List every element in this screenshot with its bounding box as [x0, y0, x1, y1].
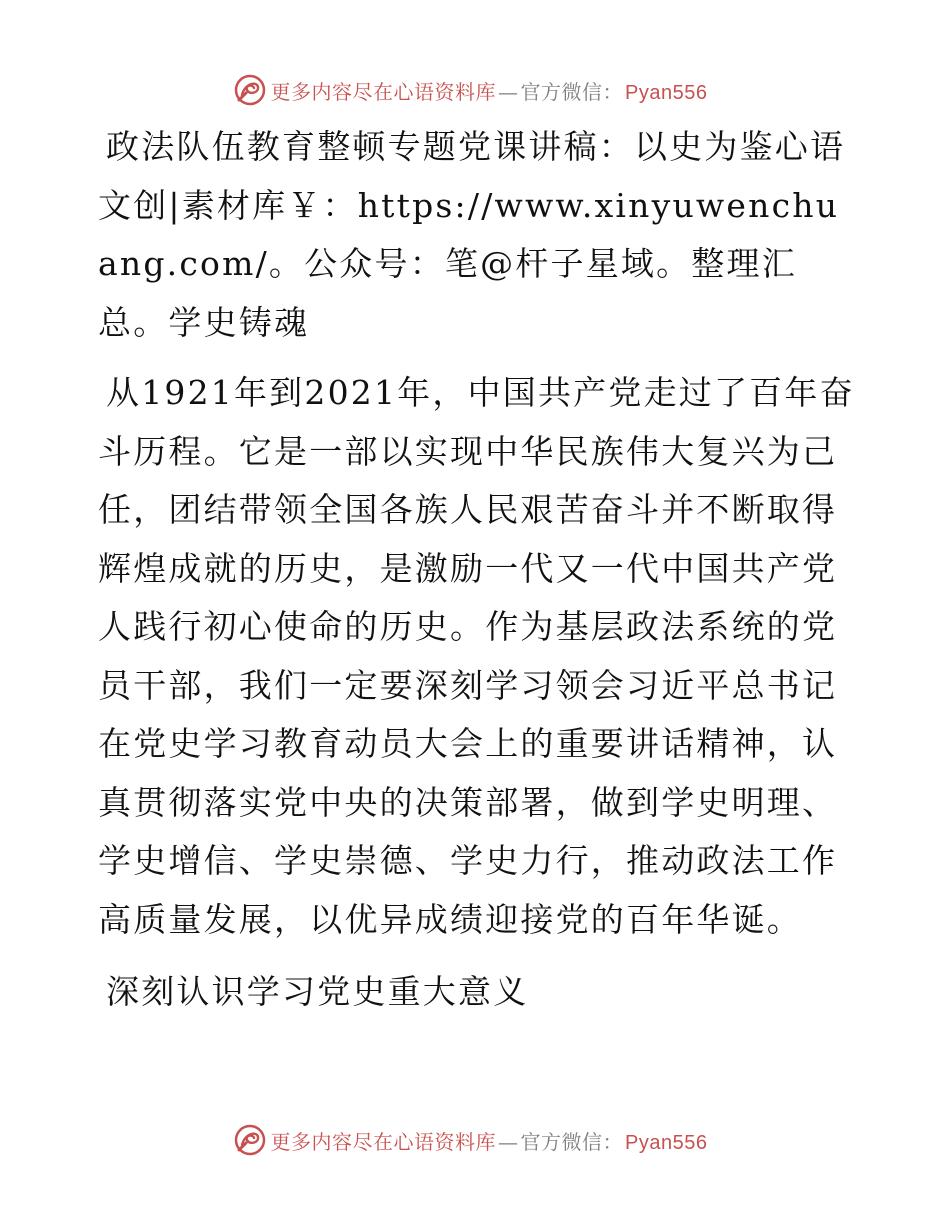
- wechat-handle: Pyan556: [625, 81, 708, 104]
- banner-content: [233, 1123, 708, 1157]
- brand-text: 更多内容尽在心语资料库: [270, 79, 497, 104]
- section-heading: 深刻认识学习党史重大意义: [106, 972, 529, 1011]
- paragraph-1: 从1921年到2021年，中国共产党走过了百年奋斗历程。它是一部以实现中华民族伟大复兴为己任，团结带领全国各族人民艰苦奋斗并不断取得辉煌成就的历史，是激励一代又一代中国共产党人践行初心使命的历史。作为基层政法系统的党员干部，我们一定要深刻学习领会习近平总书记在党史学习教育动员大会上的重要讲话精神，认真贯彻落实党中央的决策部署，做到学史明理、学史增信、学史崇德、学史力行，推动政法工作高质量发展，以优异成绩迎接党的百年华诞。: [98, 373, 855, 939]
- wechat-handle: Pyan556: [625, 1131, 708, 1154]
- separator: —: [498, 79, 519, 104]
- header-banner: [0, 70, 950, 110]
- document-title: 政法队伍教育整顿专题党课讲稿：以史为鉴心语文创|素材库￥：https://www.xinyuwenchuang.com/。公众号：笔@杆子星域。整理汇总。学史铸魂: [98, 127, 846, 342]
- banner-text: [271, 1126, 708, 1155]
- swirl-logo-icon: [233, 1123, 267, 1157]
- wechat-label: 官方微信：: [520, 1129, 624, 1154]
- separator: —: [498, 1129, 519, 1154]
- banner-text: [271, 76, 708, 105]
- swirl-logo-icon: [233, 73, 267, 107]
- document-body: [98, 118, 858, 1022]
- brand-text: 更多内容尽在心语资料库: [270, 1129, 497, 1154]
- wechat-label: 官方微信：: [520, 79, 624, 104]
- banner-content: [233, 73, 708, 107]
- footer-banner: [0, 1120, 950, 1160]
